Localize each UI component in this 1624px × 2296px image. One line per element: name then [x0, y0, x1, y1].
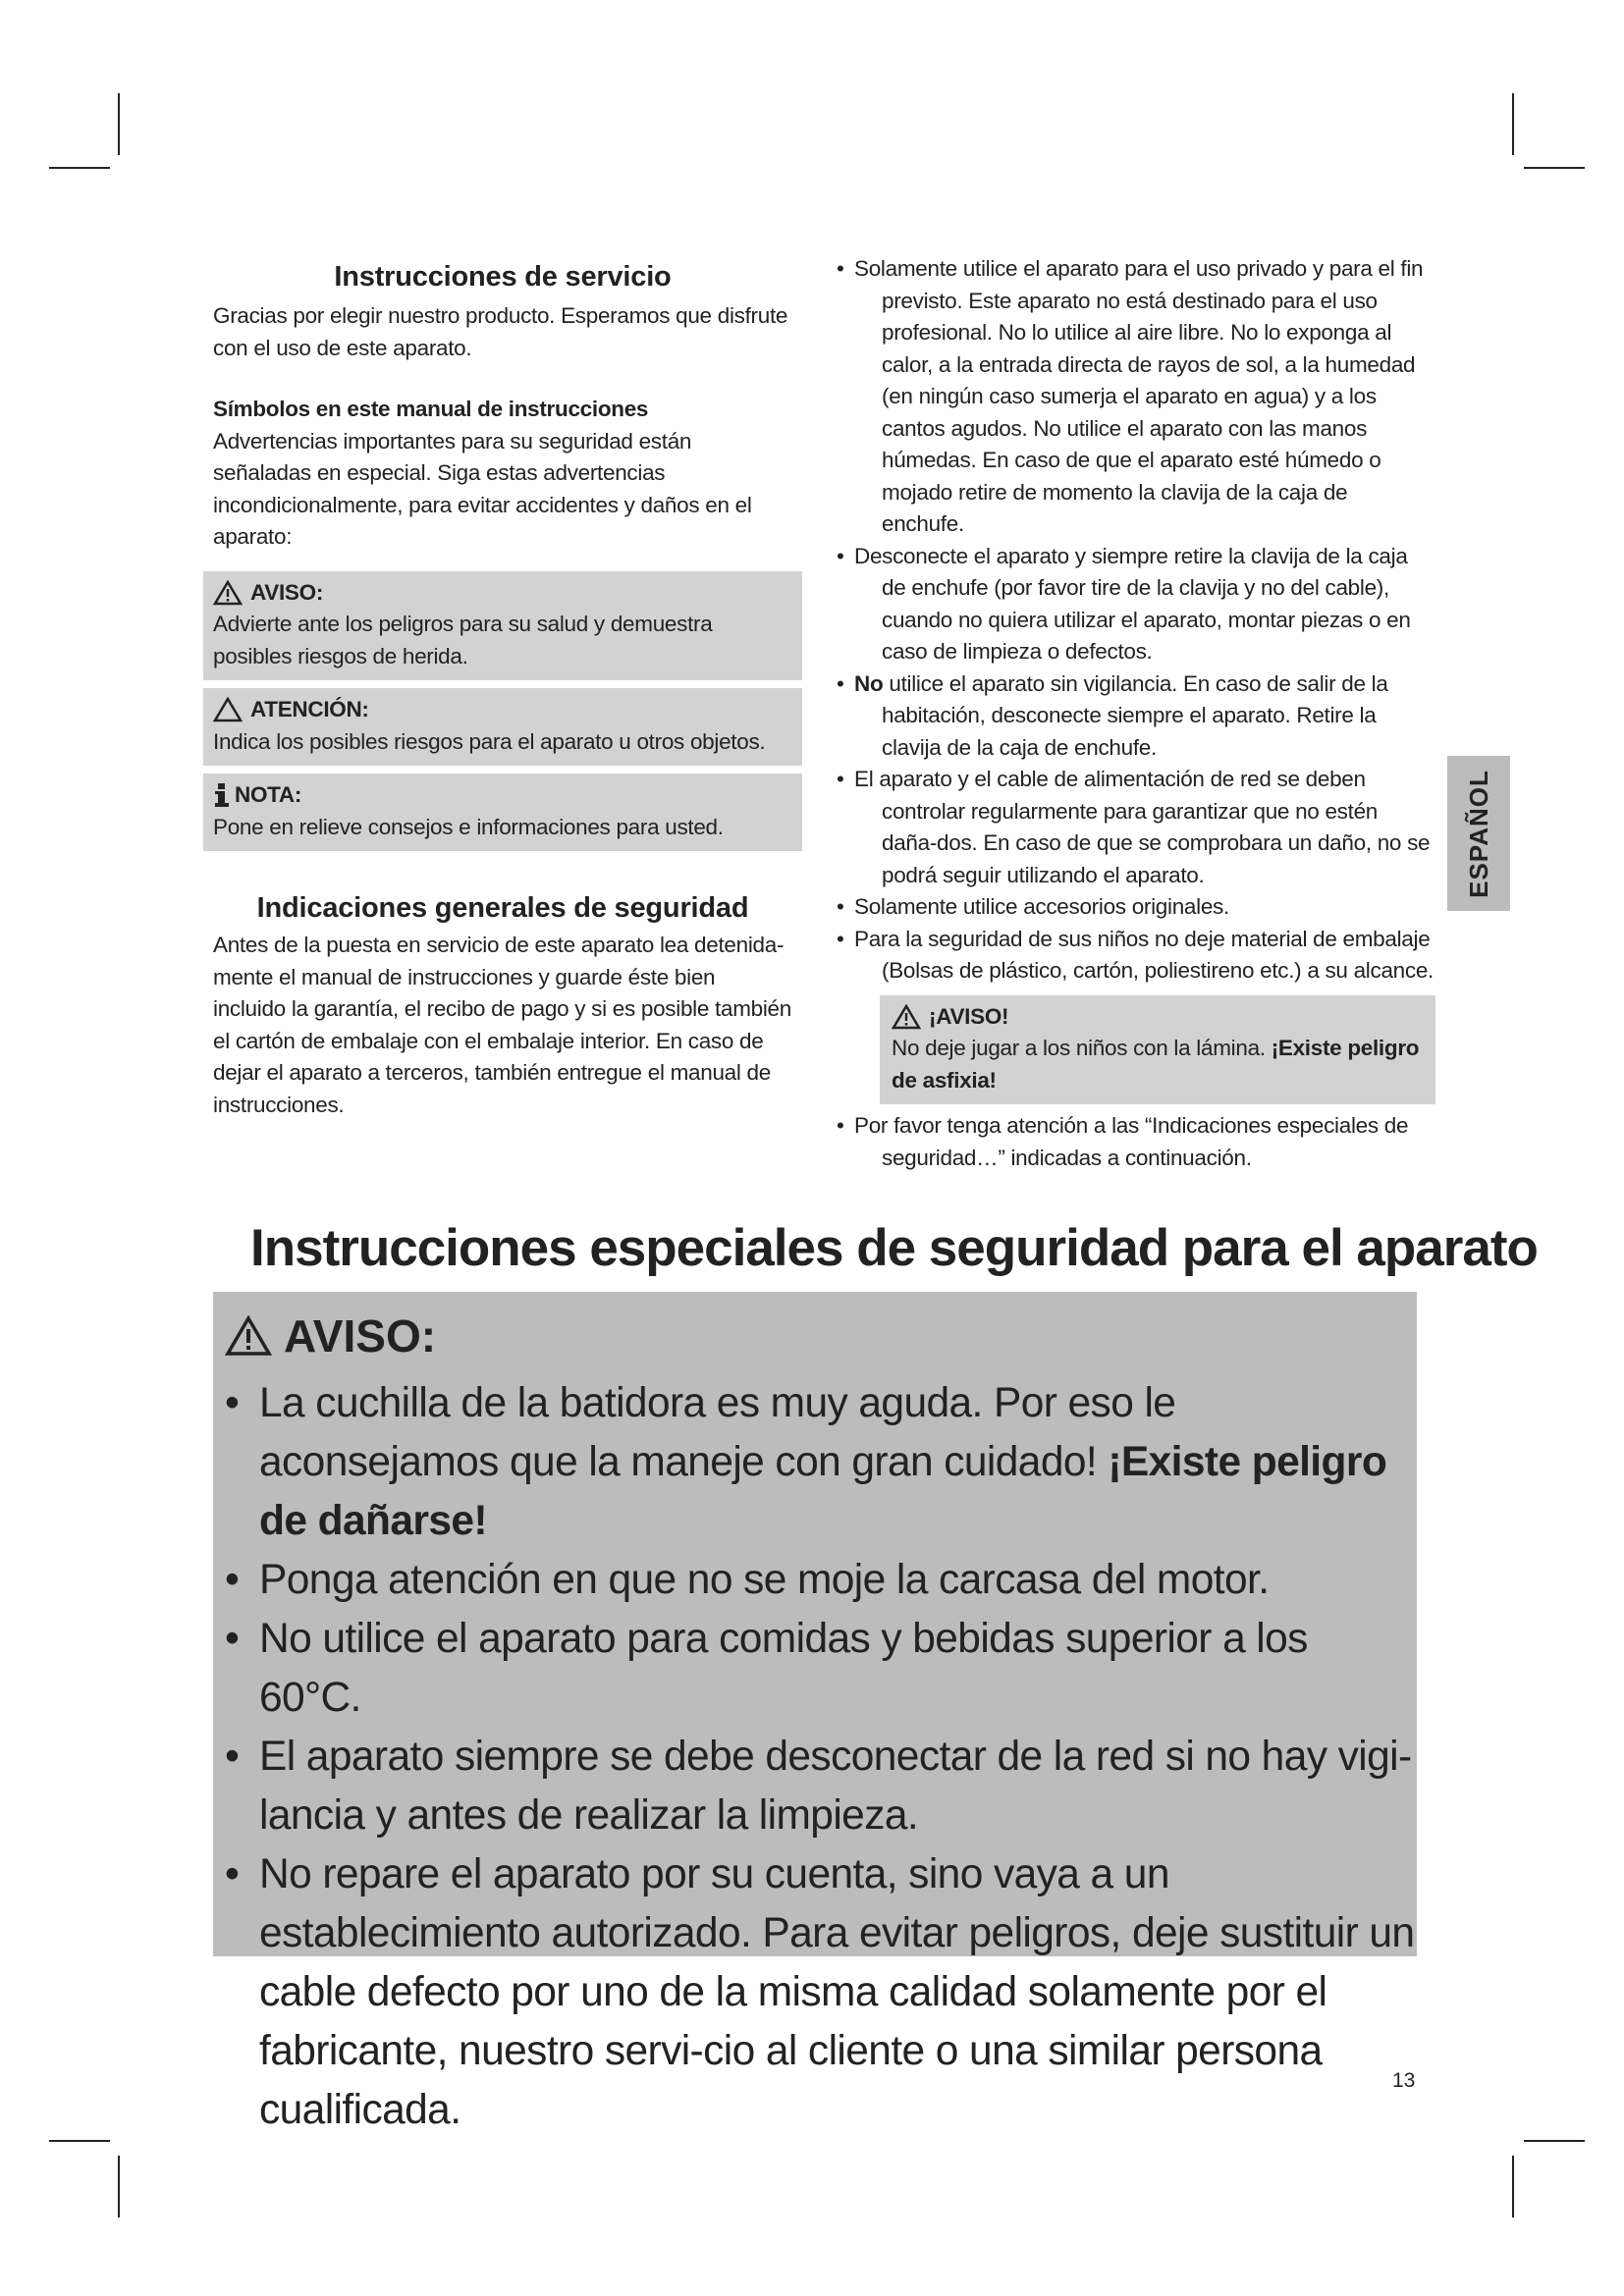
list-item: • Solamente utilice el aparato para el uso privado y para el fin previsto. Este aparato no está destinado para el uso profesional. No lo utilice al aire libre. No lo exponga al calor, a la entrada directa de rayos de sol, a la humedad (en ningún caso sumerja el aparato en agua) y a los cantos agudos. No utilice el aparato con las manos húmedas. En caso de que el aparato esté húmedo o mojado retire de momento la clavija de la caja de enchufe. [837, 253, 1435, 541]
list-item-bold: No [854, 670, 884, 696]
list-item: • Solamente utilice accesorios originales. [837, 891, 1435, 924]
special-item-text: La cuchilla de la batidora es muy aguda. Por eso le aconsejamos que la maneje con gran cuidado! [259, 1380, 1176, 1485]
child-warning-box [880, 995, 1435, 1105]
caution-triangle-icon [213, 697, 243, 722]
general-safety-text: Antes de la puesta en servicio de este aparato lea detenida-mente el manual de instrucciones y guarde éste bien incluido la garantía, el recibo de pago y si es posible también el cartón de embalaje con el embalaje interior. En caso de dejar el aparato a terceros, también entregue el manual de instrucciones. [213, 933, 791, 1117]
special-list [213, 1374, 1417, 2140]
child-warning-text [892, 1033, 1424, 1096]
special-item: • Ponga atención en que no se moje la carcasa del motor. [213, 1551, 1417, 1610]
symbols-title: Símbolos en este manual de instrucciones [213, 397, 649, 421]
nota-box [203, 774, 802, 851]
list-item: • El aparato y el cable de alimentación de red se deben controlar regularmente para garantizar que no estén daña-dos. En caso de que se comprobara un daño, no se podrá seguir utilizando el aparato. [837, 764, 1435, 891]
info-icon [213, 782, 231, 808]
child-warning-label: ¡AVISO! [929, 1003, 1009, 1029]
page-number: 13 [1392, 2069, 1416, 2092]
crop-mark-top-right-v [1512, 93, 1514, 155]
aviso-box [203, 571, 802, 681]
language-tab [1447, 756, 1510, 911]
nota-text: Pone en relieve consejos e informaciones para usted. [213, 814, 724, 839]
general-safety-title: Indicaciones generales de seguridad [256, 892, 749, 924]
list-item: • Desconecte el aparato y siempre retire la clavija de la caja de enchufe (por favor tire de la clavija y no del cable), cuando no quiera utilizar el aparato, montar piezas o en caso de limpieza o defectos. [837, 541, 1435, 668]
left-column [213, 257, 792, 1121]
special-item-bold: ¡Existe peligro de dañarse! [259, 1439, 1387, 1544]
list-item [837, 668, 1435, 765]
crop-mark-top-right-h [1524, 167, 1585, 169]
operating-instructions-title: Instrucciones de servicio [334, 261, 672, 293]
crop-mark-bottom-left-v [118, 2156, 120, 2217]
language-tab-label: ESPAÑOL [1463, 769, 1493, 898]
warning-triangle-icon [225, 1315, 272, 1357]
crop-mark-top-left-h [49, 167, 110, 169]
safety-list-last [837, 1110, 1435, 1174]
aviso-text: Advierte ante los peligros para su salud y demuestra posibles riesgos de herida. [213, 612, 713, 668]
atencion-label: ATENCIÓN: [250, 697, 369, 721]
right-column [837, 253, 1435, 1174]
list-item: • Por favor tenga atención a las “Indicaciones especiales de seguridad…” indicadas a continuación. [837, 1110, 1435, 1174]
crop-mark-bottom-right-v [1512, 2156, 1514, 2217]
symbols-text: Advertencias importantes para su seguridad están señaladas en especial. Siga estas advertencias incondicionalmente, para evitar accidentes y daños en el aparato: [213, 428, 752, 549]
list-item-text: utilice el aparato sin vigilancia. En caso de salir de la habitación, desconecte siempre el aparato. Retire la clavija de la caja de enchufe. [882, 670, 1388, 760]
warning-triangle-icon [892, 1004, 921, 1030]
atencion-text: Indica los posibles riesgos para el aparato u otros objetos. [213, 728, 766, 754]
special-safety-title: Instrucciones especiales de seguridad para el aparato [250, 1219, 1538, 1277]
special-item [213, 1374, 1417, 1551]
child-warning-bold: ¡Existe peligro de asfixia! [892, 1036, 1420, 1093]
special-item: • No utilice el aparato para comidas y bebidas superior a los 60°C. [213, 1610, 1417, 1728]
special-aviso-label: AVISO: [284, 1310, 437, 1362]
nota-label: NOTA: [235, 782, 302, 807]
special-item: • El aparato siempre se debe desconectar de la red si no hay vigi-lancia y antes de realizar la limpieza. [213, 1728, 1417, 1845]
warning-triangle-icon [213, 580, 243, 606]
child-warning-body: No deje jugar a los niños con la lámina. [892, 1036, 1266, 1060]
crop-mark-top-left-v [118, 93, 120, 155]
safety-list [837, 253, 1435, 988]
list-item: • Para la seguridad de sus niños no deje material de embalaje (Bolsas de plástico, cartón, poliestireno etc.) a su alcance. [837, 924, 1435, 988]
crop-mark-bottom-right-h [1524, 2140, 1585, 2142]
special-item: • No repare el aparato por su cuenta, sino vaya a un establecimiento autorizado. Para evitar peligros, deje sustituir un cable defecto por uno de la misma calidad solamente por el fabricante, nuestro servi-cio al cliente o una similar persona cualificada. [213, 1845, 1417, 2140]
aviso-label: AVISO: [250, 579, 324, 605]
crop-mark-bottom-left-h [49, 2140, 110, 2142]
intro-text: Gracias por elegir nuestro producto. Esperamos que disfrute con el uso de este aparato. [213, 303, 788, 360]
atencion-box [203, 688, 802, 766]
